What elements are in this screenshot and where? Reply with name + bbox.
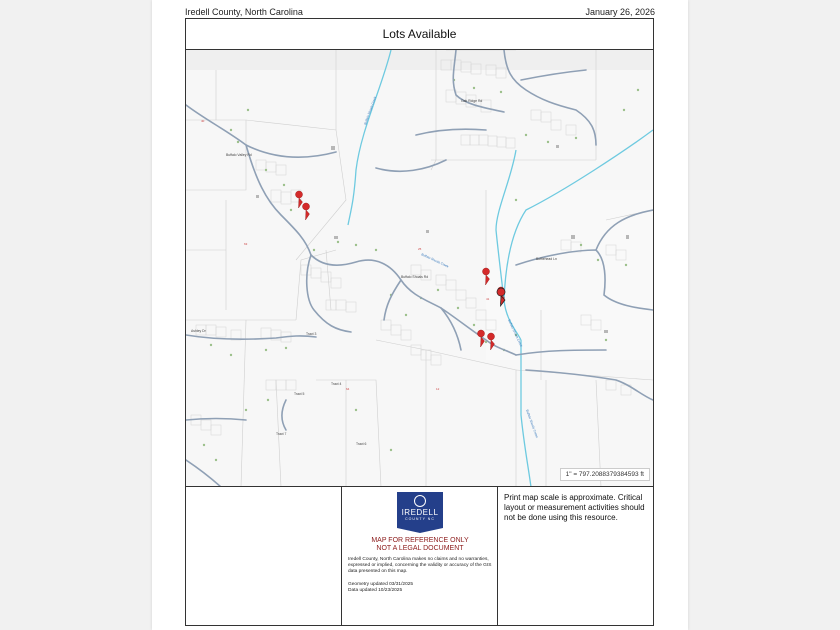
print-page — [152, 0, 688, 630]
reference-notice — [342, 537, 498, 553]
disclaimer-cell — [342, 487, 498, 625]
svg-text:Oak Ridge Rd: Oak Ridge Rd — [461, 99, 483, 103]
scale-note: Print map scale is approximate. Critical layout or measurement activities should not be done using this resource. — [504, 493, 645, 522]
svg-text:Buffalo Valley Rd: Buffalo Valley Rd — [226, 153, 252, 157]
print-date: January 26, 2026 — [585, 7, 655, 17]
svg-text:40: 40 — [201, 119, 205, 123]
svg-text:Tract 7: Tract 7 — [276, 432, 287, 436]
geometry-updated: Geometry updated 03/31/2025 — [348, 582, 414, 587]
svg-text:Tract 5: Tract 5 — [294, 392, 305, 396]
map-canvas — [186, 50, 653, 487]
parcel-map[interactable] — [186, 50, 653, 487]
svg-text:Bufflehead Ln: Bufflehead Ln — [536, 257, 557, 261]
svg-text:Tract 4: Tract 4 — [331, 382, 342, 386]
map-frame — [185, 18, 654, 626]
map-title: Lots Available — [186, 19, 653, 50]
seal-icon — [414, 495, 426, 507]
svg-text:41: 41 — [486, 297, 490, 301]
logo-subtitle: COUNTY NC — [405, 517, 435, 521]
svg-text:Tract 3: Tract 3 — [306, 332, 317, 336]
svg-text:25: 25 — [418, 247, 422, 251]
iredell-logo — [397, 492, 443, 528]
svg-text:Tract 6: Tract 6 — [356, 442, 367, 446]
logo-chevron — [397, 528, 443, 533]
svg-text:Buffalo Shoals Creek: Buffalo Shoals Creek — [507, 318, 524, 348]
data-updated: Data updated 10/23/2025 — [348, 588, 403, 593]
legend-panel — [186, 487, 653, 625]
svg-text:64: 64 — [346, 387, 350, 391]
svg-text:12: 12 — [436, 387, 440, 391]
county-label: Iredell County, North Carolina — [185, 7, 303, 17]
update-dates — [348, 582, 413, 594]
svg-text:Buffalo Shoals Rd: Buffalo Shoals Rd — [401, 275, 429, 279]
svg-text:63: 63 — [244, 242, 248, 246]
svg-text:Buffalo Shoals Creek: Buffalo Shoals Creek — [525, 408, 540, 439]
svg-text:Buffalo Shoals Creek: Buffalo Shoals Creek — [420, 252, 450, 269]
disclaimer-text: Iredell County, North Carolina makes no claims and no warranties, expressed or implied, concerning the validity or accuracy of the GIS data presented on this map. — [348, 557, 492, 574]
scale-readout: 1" = 797.2088379384593 ft — [560, 468, 650, 481]
blank-cell — [186, 487, 342, 625]
svg-text:Ashley Dr: Ashley Dr — [191, 329, 206, 333]
reference-line-2: NOT A LEGAL DOCUMENT — [376, 545, 464, 552]
scale-note-cell — [498, 487, 653, 625]
reference-line-1: MAP FOR REFERENCE ONLY — [371, 537, 469, 544]
svg-text:Buffalo Shoals Creek: Buffalo Shoals Creek — [363, 95, 378, 126]
logo-brand: IREDELL — [401, 508, 439, 517]
